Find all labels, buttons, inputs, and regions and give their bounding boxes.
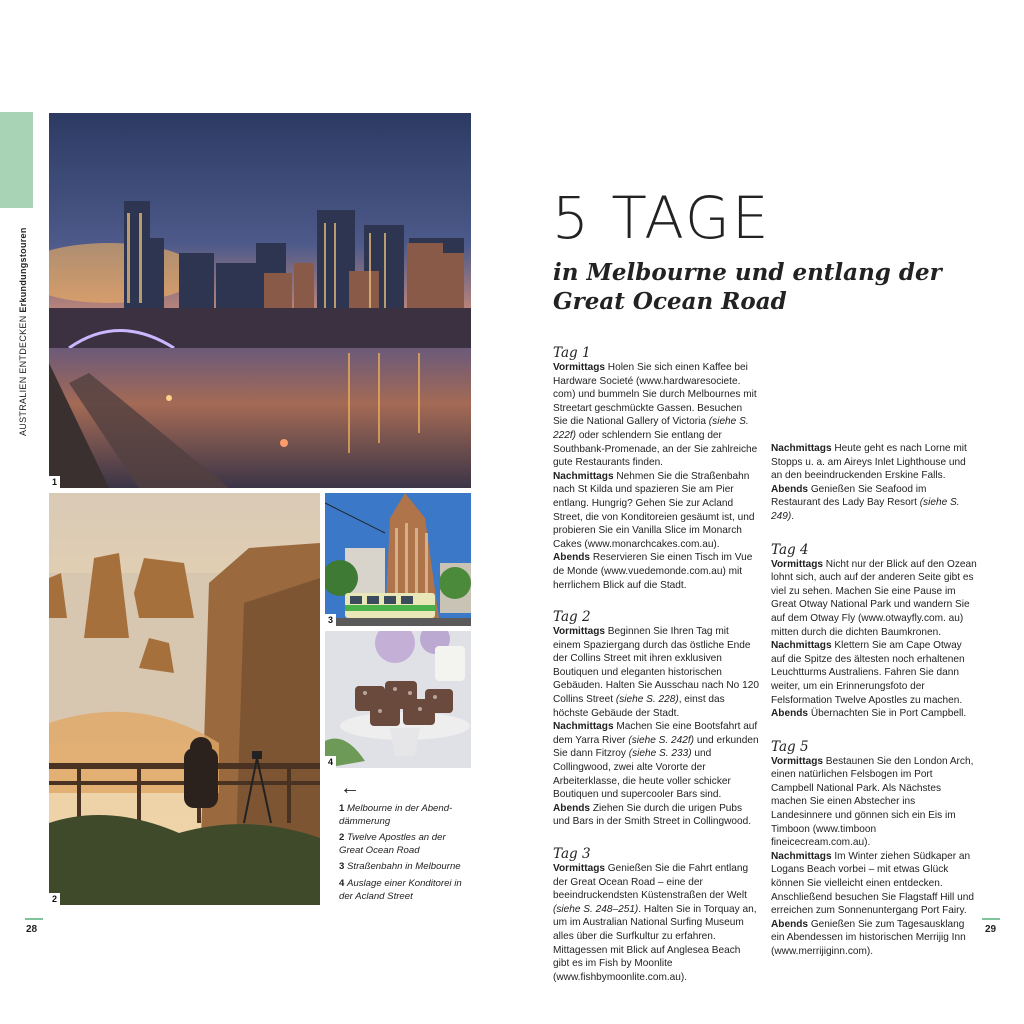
body-text: oder schlendern Sie entlang der Southbank-Promenade, an der Sie zahlreiche gute Restaurants finden. [553,429,758,469]
body-text: Genießen Sie zum Tagesausklang ein Abendessen im historischen Merrijig Inn (www.merrijiginn.com). [771,918,966,957]
caption-text: Straßenbahn in Melbourne [347,861,461,872]
photo-melbourne-skyline [49,113,471,488]
photo-twelve-apostles [49,493,320,905]
time-label: Vormittags [771,558,823,570]
page-number-rule-left [25,918,43,920]
caption-number: 3 [339,861,345,872]
photo-number-3: 3 [325,614,336,626]
day-1-morning [553,361,759,470]
day-1-afternoon [553,470,759,552]
body-text: Übernachten Sie in Port Campbell. [808,708,967,720]
day-2-morning [553,625,759,720]
body-text: Heute geht es nach Lorne mit Stopps u. a. am Aireys Inlet Lighthouse und an den beeindruckenden Erskine Falls. [771,443,967,482]
page-number-rule-right [982,918,1000,920]
body-text: Ziehen Sie durch die urigen Pubs und Bars in der Smith Street in Collingwood. [553,802,752,828]
time-label: Nachmittags [771,443,832,454]
time-label: Nachmittags [553,721,614,733]
body-text: und erkunden Sie dann Fitzroy [553,734,759,760]
chapter-color-tab [0,112,33,208]
caption-text: Twelve Apostles an der Great Ocean Road [339,832,446,856]
time-label: Vormittags [553,626,605,638]
body-text: , einst das höchste Gebäude der Stadt. [553,694,725,719]
day-4-afternoon [771,639,977,707]
day-2-evening [553,802,759,829]
page-reference: (siehe S. 228) [615,694,679,706]
photo-konditorei-lamingtons [325,631,471,768]
page-title: 5 TAGE [552,184,771,252]
left-arrow-icon: ← [340,777,360,799]
caption-2 [339,832,463,857]
caption-number: 4 [339,878,345,889]
caption-text: Melbourne in der Abend- dämmerung [339,803,453,827]
time-label: Abends [771,708,809,720]
body-text: . [791,510,795,522]
day-5-evening [771,918,977,959]
body-text: . Halten Sie in Torquay an, um im Australian National Surfing Museum alles über die Surfkultur zu erfahren. Mittagessen mit Blick auf Anglesea Beach gibt es im Fish by Moonlite (www.fishbymoonlite.com.au). [553,903,757,983]
day-3-evening [771,483,977,524]
day-3-afternoon [771,442,977,483]
page-subtitle: in Melbourne und entlang der Great Ocean Road [553,259,942,315]
caption-text: Auslage einer Konditorei in der Acland Street [339,878,462,902]
photo-number-1: 1 [49,476,60,488]
caption-4 [339,878,475,903]
caption-number: 2 [339,832,345,843]
time-label: Nachmittags [553,470,614,482]
time-label: Vormittags [553,362,605,373]
day-5-morning [771,755,977,850]
text-column-2 [771,442,977,959]
text-column-1 [553,345,759,984]
chapter-name: Erkundungstouren [18,227,28,313]
body-text: Nehmen Sie die Straßenbahn nach St Kilda und spazieren Sie am Pier entlang. Hungrig? Gehen Sie zur Acland Street, die von Konditoreien gesäumt ist, und probieren Sie ein Vanilla Slice im Monarch Cakes (www.monarchcakes.com.au). [553,470,755,550]
page-reference: (siehe S. 233) [628,748,692,760]
time-label: Nachmittags [771,640,832,652]
photo-number-2: 2 [49,893,60,905]
time-label: Abends [771,918,809,930]
time-label: Vormittags [553,863,605,874]
body-text: Holen Sie sich einen Kaffee bei Hardware Societé (www.hardwaresociete. com) und bummeln Sie durch Melbournes mit Streetart geschmückte Gassen. Besuchen Sie die National Gallery of Victoria [553,362,757,428]
body-text: und Collingwood, zwei alte Vororte der Arbeiterklasse, die heute voller schicker Boutiquen und supercooler Bars sind. [553,748,731,801]
time-label: Abends [771,483,809,495]
day-heading: Tag 5 [771,738,809,755]
section-name: AUSTRALIEN ENTDECKEN [18,315,28,436]
caption-1 [339,803,463,828]
time-label: Abends [553,552,591,564]
time-label: Abends [553,802,591,814]
time-label: Vormittags [771,755,823,767]
page-number-right: 29 [985,924,997,935]
page-number-left: 28 [26,924,38,935]
day-3-morning [553,862,759,984]
page-reference: (siehe S. 248–251) [553,903,639,915]
photo-number-4: 4 [325,756,336,768]
body-text: Genießen Sie die Fahrt entlang der Great Ocean Road – eine der beeindruckendsten Küstenstraßen der Welt [553,863,749,902]
day-heading: Tag 1 [553,345,591,361]
photo-tram-melbourne [325,493,471,626]
body-text: Reservieren Sie einen Tisch im Vue de Monde (www.vuedemonde.com.au) mit herrlichem Blick auf die Stadt. [553,552,753,591]
caption-3 [339,861,475,874]
chapter-running-head [18,227,28,436]
page-reference: (siehe S. 222f) [553,416,749,441]
body-text: Bestaunen Sie den London Arch, einen natürlichen Felsbogen im Port Campbell National Park. Als Nächstes machen Sie einen Abstecher ins Landesinnere und gönnen sich ein Eis im Timboon (www.timboon fineicecream.com.au). [771,755,974,849]
body-text: Klettern Sie am Cape Otway auf die Spitze des ältesten noch erhaltenen Leuchtturms Australiens. Fahren Sie dann weiter, um ein Erinnerungsfoto der Felsformation Twelve Apostles zu machen. [771,640,965,706]
body-text: Genießen Sie Seafood im Restaurant des Lady Bay Resort [771,483,927,509]
page-reference: (siehe S. 249) [771,497,960,522]
day-5-afternoon [771,850,977,918]
body-text: Im Winter ziehen Südkaper an Logans Beach vorbei – mit etwas Glück können Sie vielleicht einen entdecken. Anschließend besuchen Sie Flagstaff Hill und erreichen zum Sonnenuntergang Port Fairy. [771,850,974,917]
body-text: Beginnen Sie Ihren Tag mit einem Spaziergang durch das östliche Ende der Collins Street mit ihren exklusiven Boutiquen und eleganten historischen Gebäuden. Halten Sie Ausschau nach No 120 Collins Street [553,626,759,706]
day-heading: Tag 2 [553,609,591,626]
day-heading: Tag 4 [771,541,809,558]
time-label: Nachmittags [771,850,832,862]
page-reference: (siehe S. 242f) [628,734,695,746]
caption-number: 1 [339,803,345,814]
body-text: Nicht nur der Blick auf den Ozean lohnt sich, auch auf der anderen Seite gibt es viel zu sehen. Machen Sie eine Pause im Great Otway National Park und wandern Sie auf dem Otway Fly (www.otwayfly.com. au) mitten durch die dichten Baumkronen. [771,558,977,638]
day-4-evening [771,707,977,721]
body-text: Machen Sie eine Bootsfahrt auf dem Yarra River [553,721,758,746]
day-4-morning [771,558,977,640]
day-heading: Tag 3 [553,846,591,862]
day-2-afternoon [553,720,759,802]
day-1-evening [553,551,759,592]
